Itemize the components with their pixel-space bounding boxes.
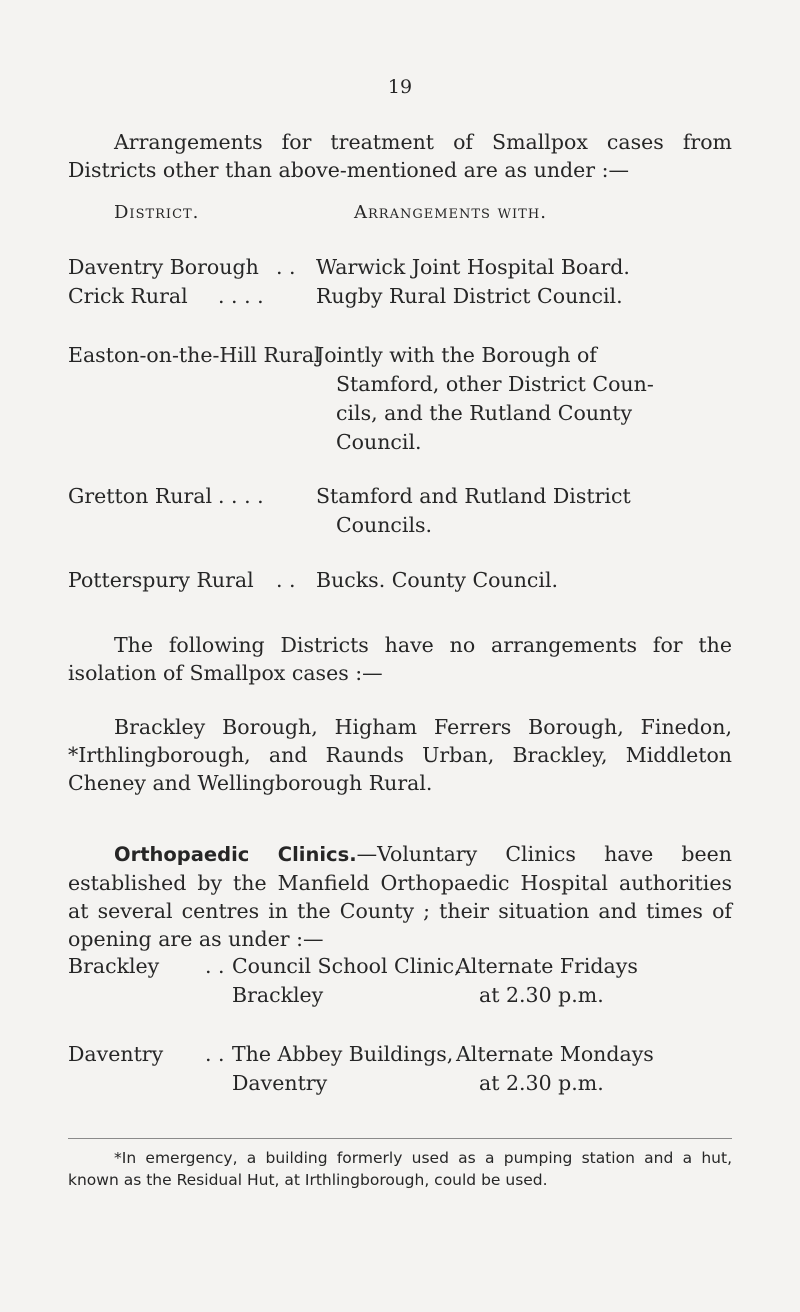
district-name: Potterspury Rural <box>68 568 254 592</box>
arrangement-text <box>316 253 732 282</box>
leader-dots: . . . . <box>218 484 264 508</box>
arrangement-line: Stamford, other District Coun- <box>336 372 654 396</box>
arrangement-text <box>316 482 732 540</box>
district-name: Easton-on-the-Hill Rural <box>68 343 321 367</box>
clinic-time: Alternate Fridays <box>456 954 638 978</box>
arrangement-line: Council. <box>336 430 422 454</box>
leader-dots: . . <box>276 568 296 592</box>
arrangement-text <box>316 282 732 311</box>
arrangement-line: Jointly with the Borough of <box>316 343 597 367</box>
clinic-venue-town: Daventry <box>232 1071 328 1095</box>
clinic-venue-town: Brackley <box>232 983 324 1007</box>
orthopaedic-text: —Voluntary Clinics have been established by the Manfield Orthopaedic Hospital authorities at several centres in the County ; their situation and times of opening are as under :— <box>68 842 732 951</box>
arrangement-line: cils, and the Rutland County <box>336 401 633 425</box>
arrangements-column-header: Arrangements with. <box>354 202 547 223</box>
arrangement-line: Rugby Rural District Council. <box>316 284 623 308</box>
clinic-place: Daventry <box>68 1042 164 1066</box>
clinic-venue: Council School Clinic, <box>232 954 461 978</box>
leader-dots: . . <box>205 954 225 978</box>
clinic-venue: The Abbey Buildings, <box>232 1042 454 1066</box>
footnote-rule <box>68 1138 732 1139</box>
leader-dots: . . <box>205 1042 225 1066</box>
leader-dots: . . . . <box>218 284 264 308</box>
arrangement-line: Bucks. County Council. <box>316 568 559 592</box>
orthopaedic-heading: Orthopaedic Clinics. <box>114 843 357 866</box>
intro-paragraph: Arrangements for treatment of Smallpox cases from Districts other than above-mentioned are as under :— <box>68 130 732 182</box>
district-name: Gretton Rural <box>68 484 213 508</box>
leader-dots: . . <box>276 255 296 279</box>
page-number: 19 <box>387 76 413 98</box>
district-column-header: District. <box>114 202 200 223</box>
orthopaedic-paragraph <box>68 840 732 953</box>
footnote: *In emergency, a building formerly used as a pumping station and a hut, known as the Residual Hut, at Irthlingborough, could be used. <box>68 1149 732 1189</box>
clinic-time: Alternate Mondays <box>456 1042 654 1066</box>
clinic-place: Brackley <box>68 954 160 978</box>
arrangement-line: Stamford and Rutland District <box>316 484 631 508</box>
clinic-hour: at 2.30 p.m. <box>479 1071 604 1095</box>
district-name: Daventry Borough <box>68 255 259 279</box>
arrangement-line: Councils. <box>336 513 433 537</box>
arrangement-text <box>316 566 732 595</box>
district-name: Crick Rural <box>68 284 188 308</box>
clinic-hour: at 2.30 p.m. <box>479 983 604 1007</box>
arrangement-line: Warwick Joint Hospital Board. <box>316 255 630 279</box>
no-arrangements-list: Brackley Borough, Higham Ferrers Borough, Finedon, *Irthlingborough, and Raunds Urban, Brackley, Middleton Cheney and Wellingborough Rural. <box>68 715 732 795</box>
arrangement-text <box>316 341 732 457</box>
no-arrangements-intro: The following Districts have no arrangements for the isolation of Smallpox cases :— <box>68 633 732 685</box>
